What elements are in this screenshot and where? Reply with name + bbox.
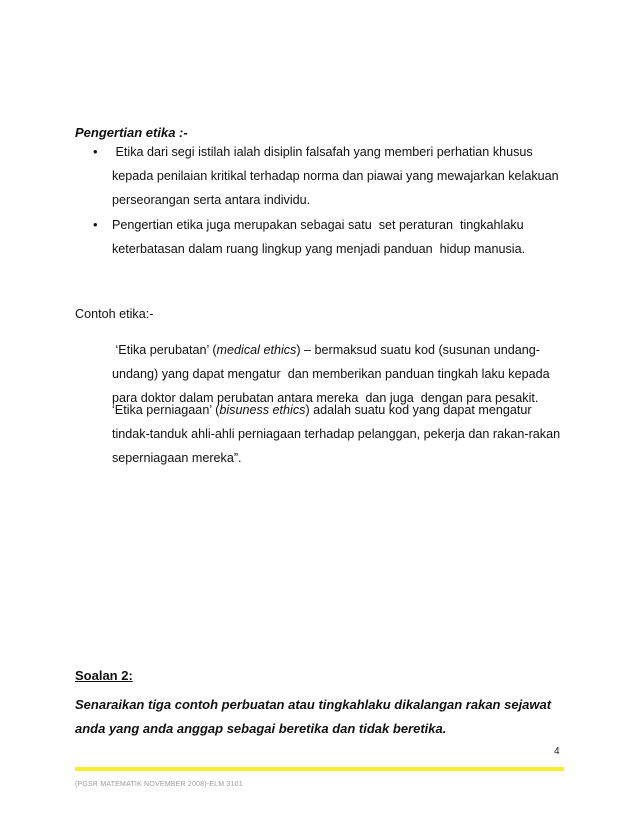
example-2-text: ) adalah suatu kod yang dapat mengatur — [305, 403, 532, 417]
example-1-line: para doktor dalam perubatan antara mereka dan juga dengan para pesakit. — [112, 391, 539, 405]
example-business-ethics — [112, 398, 592, 470]
question-line: anda yang anda anggap sebagai beretika dan tidak beretika. — [75, 721, 447, 736]
page-number: 4 — [554, 746, 560, 757]
example-2-emphasis: bisuness ethics — [219, 403, 306, 417]
footer-rule — [75, 767, 564, 771]
section-title-contoh: Contoh etika:- — [75, 307, 154, 321]
bullet-2-line: Pengertian etika juga merupakan sebagai satu set peraturan tingkahlaku — [112, 218, 524, 232]
bullet-1-line: Etika dari segi istilah ialah disiplin falsafah yang memberi perhatian khusus — [112, 145, 533, 159]
example-1-text: ) – bermaksud suatu kod (susunan undang- — [296, 343, 540, 357]
example-1-emphasis: medical ethics — [216, 343, 297, 357]
bullet-1-line: kepada penilaian kritikal terhadap norma dan piawai yang mewajarkan kelakuan — [112, 169, 559, 183]
bullet-marker: • — [93, 144, 98, 159]
bullet-item-2 — [112, 213, 582, 261]
example-1-line — [112, 338, 592, 362]
footer-text: (PGSR MATEMATIK NOVEMBER 2008)-ELM 3101 — [75, 781, 243, 788]
question-line: Senaraikan tiga contoh perbuatan atau tingkahlaku dikalangan rakan sejawat — [75, 697, 552, 712]
bullet-1-line: perseorangan serta antara individu. — [112, 193, 311, 207]
example-2-text: ‘Etika perniagaan’ ( — [112, 403, 220, 417]
section-title-soalan: Soalan 2: — [75, 668, 133, 683]
question-text — [75, 693, 595, 741]
section-title-pengertian: Pengertian etika :- — [75, 125, 188, 140]
example-2-line — [112, 398, 592, 422]
bullet-marker: • — [93, 217, 98, 232]
bullet-item-1 — [112, 140, 582, 212]
example-2-line: seperniagaan mereka”. — [112, 451, 242, 465]
example-1-text: ‘Etika perubatan’ ( — [112, 343, 217, 357]
bullet-2-line: keterbatasan dalam ruang lingkup yang menjadi panduan hidup manusia. — [112, 242, 526, 256]
example-1-line: undang) yang dapat mengatur dan memberikan panduan tingkah laku kepada — [112, 367, 550, 381]
example-2-line: tindak-tanduk ahli-ahli perniagaan terhadap pelanggan, pekerja dan rakan-rakan — [112, 427, 561, 441]
